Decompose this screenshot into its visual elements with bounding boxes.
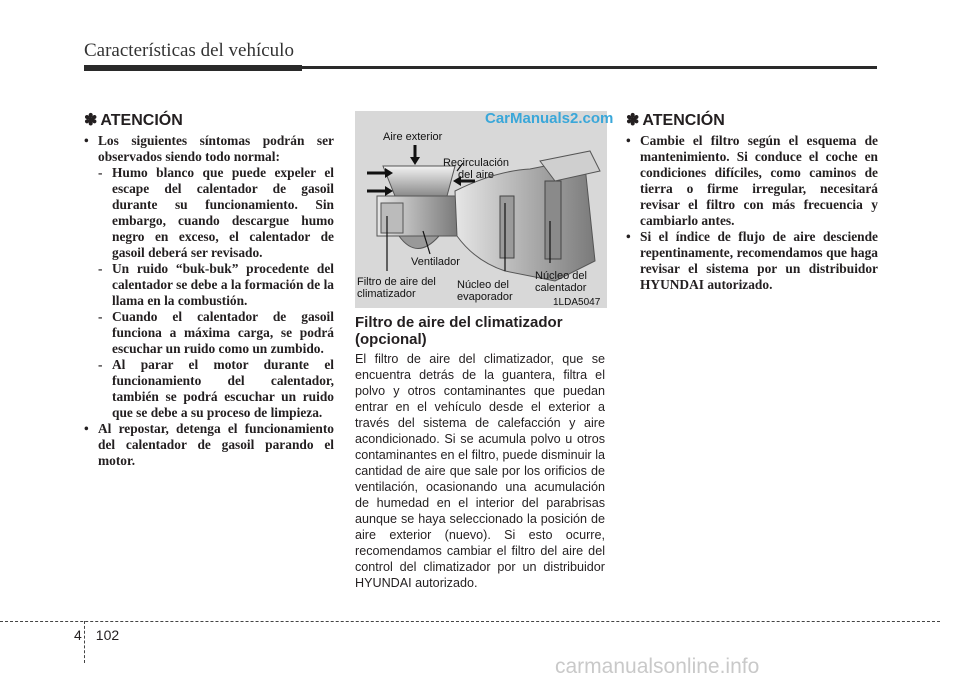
page-index: 102	[95, 627, 120, 643]
label-outside-air: Aire exterior	[383, 131, 443, 143]
figure-code: 1LDA5047	[553, 297, 601, 308]
dash-icon: -	[98, 357, 103, 372]
list-item: • Los siguientes síntomas podrán ser observados siendo todo normal:	[84, 133, 334, 164]
list-subitem: - Humo blanco que puede expeler el escape del calentador de gasoil durante su funcionamiento. Sin embargo, cuando descargue humo negro en exceso, el calentador de gasoil deberá ser revisado.	[98, 165, 334, 260]
chapter-number: 4	[74, 627, 82, 643]
bullet-icon: •	[84, 421, 89, 436]
right-attention-box	[626, 110, 878, 293]
watermark-logo: CarManuals2.com	[485, 110, 614, 127]
footer-watermark: carmanualsonline.info	[555, 655, 760, 678]
label-heater-core: Núcleo del calentador	[535, 270, 587, 294]
dash-icon: -	[98, 261, 103, 276]
bullet-icon: •	[84, 133, 89, 148]
label-cabin-filter: Filtro de aire del climatizador	[357, 276, 436, 300]
page-number	[74, 627, 119, 643]
asterisk-icon: ✽	[84, 112, 98, 129]
attention-list	[84, 133, 334, 469]
dash-icon: -	[98, 309, 103, 324]
list-subitem: - Cuando el calentador de gasoil funciona a máxima carga, se podrá escuchar un ruido como un zumbido.	[98, 309, 334, 356]
section-title: Filtro de aire del climatizador (opcional)	[355, 314, 563, 348]
label-blower: Ventilador	[411, 256, 460, 268]
dash-icon: -	[98, 165, 103, 180]
attention-heading: ✽ ATENCIÓN	[626, 112, 725, 129]
list-item: • Si el índice de flujo de aire desciende repentinamente, recomendamos que haga revisar el sistema por un distribuidor HYUNDAI autorizado.	[626, 229, 878, 292]
attention-list	[626, 133, 878, 293]
list-item: • Cambie el filtro según el esquema de mantenimiento. Si conduce el coche en condiciones difíciles, como caminos de tierra o firme irregular, necesitará revisar el filtro con más frecuencia y cambiarlo antes.	[626, 133, 878, 228]
bullet-icon: •	[626, 133, 631, 148]
asterisk-icon: ✽	[626, 112, 640, 129]
page-header-title: Características del vehículo	[84, 40, 294, 61]
section-body: El filtro de aire del climatizador, que se encuentra detrás de la guantera, filtra el polvo y otros contaminantes que puedan entrar en el vehículo desde el exterior a través del sistema de calefacción y aire acondicionado. Si se acumula polvo u otros contaminantes en el filtro, puede disminuir la cantidad de aire que sale por los orificios de ventilación, ocasionando una acumulación de humedad en el interior del parabrisas aunque se haya seleccionado la posición de aire exterior (nuevo). Si esto ocurre, recomendamos cambiar el filtro del aire del control del climatizador por un distribuidor HYUNDAI autorizado.	[355, 352, 605, 590]
label-recirculation: Recirculación del aire	[442, 157, 510, 181]
hvac-diagram	[355, 111, 607, 308]
footer-divider	[0, 621, 940, 622]
list-item: • Al repostar, detenga el funcionamiento del calentador de gasoil parando el motor.	[84, 421, 334, 468]
header-rule-accent	[84, 65, 302, 71]
label-evaporator: Núcleo del evaporador	[457, 279, 513, 303]
list-subitem: - Al parar el motor durante el funcionamiento del calentador, también se podrá escuchar un ruido que se debe a su proceso de limpieza.	[98, 357, 334, 420]
list-subitem: - Un ruido “buk-buk” procedente del calentador se debe a la formación de la llama en la combustión.	[98, 261, 334, 308]
attention-heading: ✽ ATENCIÓN	[84, 112, 183, 129]
bullet-icon: •	[626, 229, 631, 244]
left-attention-box	[84, 110, 334, 469]
